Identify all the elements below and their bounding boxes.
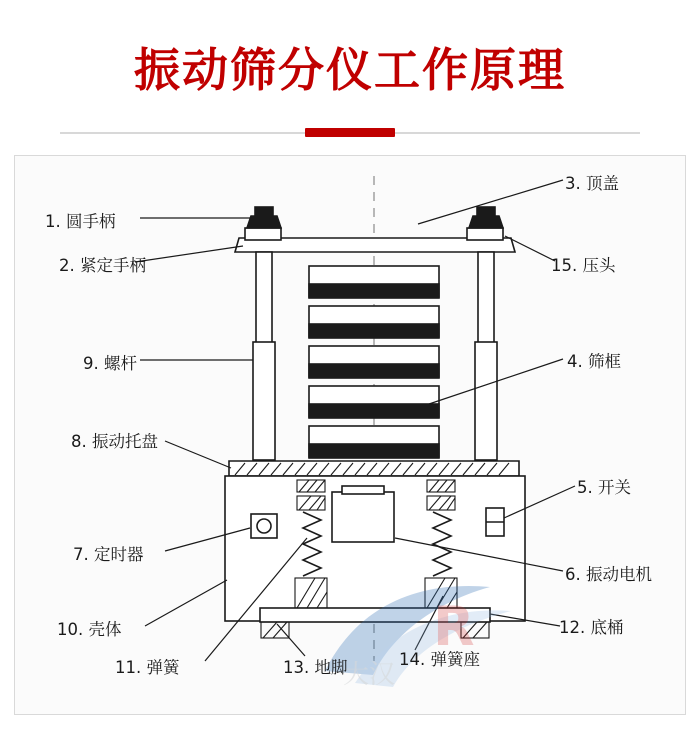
label-1-round-handle: 1. 圆手柄 <box>45 212 116 231</box>
label-2-locking-handle: 2. 紧定手柄 <box>59 256 146 275</box>
divider-accent-bar <box>305 128 395 137</box>
label-8-vibrating-tray: 8. 振动托盘 <box>71 432 158 451</box>
label-6-vibration-motor: 6. 振动电机 <box>565 565 652 584</box>
title-divider <box>60 128 640 138</box>
label-15-press-head: 15. 压头 <box>551 256 616 275</box>
label-9-screw-rod: 9. 螺杆 <box>83 354 137 373</box>
label-14-spring-seat: 14. 弹簧座 <box>399 650 480 669</box>
label-13-foot: 13. 地脚 <box>283 658 348 677</box>
label-10-housing: 10. 壳体 <box>57 620 122 639</box>
label-5-switch: 5. 开关 <box>577 478 631 497</box>
label-11-spring: 11. 弹簧 <box>115 658 180 677</box>
page-title: 振动筛分仪工作原理 <box>134 43 566 97</box>
label-4-sieve-frame: 4. 筛框 <box>567 352 621 371</box>
watermark-text: 大汉 <box>343 660 396 690</box>
label-12-bottom-bucket: 12. 底桶 <box>559 618 624 637</box>
label-3-top-cover: 3. 顶盖 <box>565 174 619 193</box>
label-7-timer: 7. 定时器 <box>73 545 144 564</box>
diagram-frame <box>14 155 686 715</box>
svg-text:R: R <box>433 595 475 658</box>
